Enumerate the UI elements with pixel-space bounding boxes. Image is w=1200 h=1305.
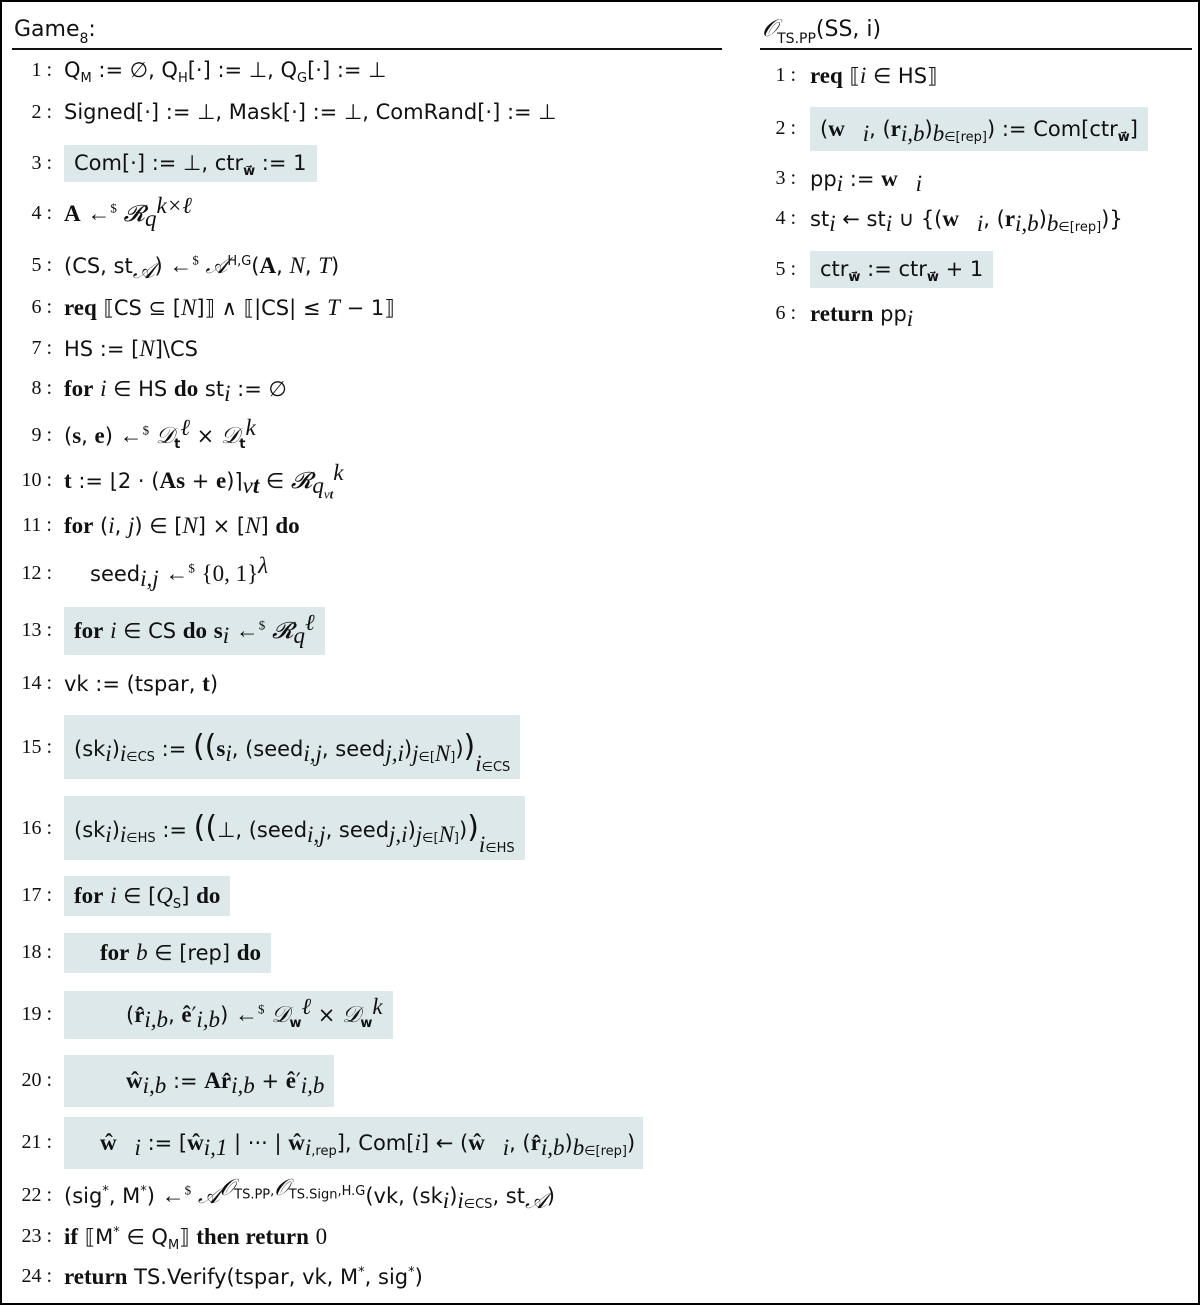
- game-line-9: [12, 415, 256, 453]
- game-line-7: [12, 335, 198, 363]
- game-line-5: [12, 252, 340, 284]
- line-number: 6 :: [775, 302, 796, 325]
- game-line-13: [12, 607, 325, 655]
- line-number: 24 :: [21, 1265, 52, 1288]
- line-code: HS := [N]\CS: [64, 336, 198, 361]
- line-number: 21 :: [21, 1131, 52, 1154]
- oracle-line-2: [760, 107, 1148, 151]
- game-line-19: [12, 991, 393, 1039]
- game-line-2: [12, 100, 557, 125]
- line-number: 1 :: [775, 64, 796, 87]
- line-code: $st_i$ ← $st_i$ ∪ {($w⃗_i$, $(r_{i,b})_{b\in[rep]}$)}: [810, 206, 1123, 237]
- line-number: 14 :: [21, 672, 52, 695]
- line-code: return TS.Verify(tspar, vk, M*, sig*): [64, 1264, 423, 1289]
- line-code: return $pp_i$: [810, 301, 914, 332]
- game-line-12: [12, 553, 269, 592]
- line-number: 20 :: [21, 1069, 52, 1092]
- line-number: 11 :: [22, 514, 52, 537]
- line-code: (CS, $st_𝒜$) ←$ 𝒜$^{H,G}$(A, N, T): [64, 252, 340, 284]
- line-code: if ⟦M* ∈ $Q_M⟧$ then return 0: [64, 1224, 328, 1254]
- game-title-colon: :: [88, 17, 96, 42]
- game-line-15: [12, 715, 520, 779]
- line-code: t := ⌊2 · $(As + e)⌉_{\nu t}$ ∈ 𝓡$_{q_{\nu t}}^k$: [64, 460, 344, 502]
- game-line-6: [12, 294, 395, 322]
- line-number: 18 :: [21, 941, 52, 964]
- line-code: $Q_M$ := ∅, $Q_H[\cdot]$ := ⊥, $Q_G[\cdot]$ := ⊥: [64, 58, 387, 87]
- oracle-title-args: (SS, i): [815, 17, 882, 42]
- line-code-highlighted: for i ∈ CS do $s_i$ ←$ 𝓡$_q^\ell$: [64, 607, 325, 655]
- line-code-highlighted: ($w⃗_i$, $(r_{i,b})_{b\in[rep]}$) := Com[ctr$_{w⃗}$]: [810, 107, 1148, 151]
- line-number: 12 :: [21, 562, 52, 585]
- line-code: for i ∈ HS do $st_i$ := ∅: [64, 376, 287, 407]
- oracle-column: [760, 2, 1192, 332]
- line-number: 16 :: [21, 816, 52, 839]
- line-code: vk := (tspar, t): [64, 671, 219, 696]
- game-line-8: [12, 375, 287, 407]
- line-code-highlighted: $(sk_i)_{i\in HS}$ := ((⊥, (seed$_{i,j}$, $seed_{j,i})_{j\in[N]}))_{i\in HS}$: [64, 796, 525, 860]
- line-code: for (i, j) ∈ [N] × [N] do: [64, 513, 300, 538]
- line-number: 3 :: [775, 167, 796, 190]
- game-column: [12, 2, 722, 1289]
- line-number: 4 :: [775, 207, 796, 230]
- game-line-18: [12, 933, 271, 973]
- game-line-3: [12, 145, 317, 182]
- game-line-14: [12, 670, 218, 698]
- line-code-highlighted: ctr$_{w⃗}$ := ctr$_{w⃗}$ + 1: [810, 251, 993, 288]
- line-number: 3 :: [31, 152, 52, 175]
- line-code: A ←$ 𝓡$_q^{k\times\ell}$: [64, 193, 192, 232]
- game-line-17: [12, 876, 230, 916]
- line-code-highlighted: $ŵ⃗_i$ := [$ŵ_{i,1}$ | ··· | $ŵ_{i,rep}$], Com[i] ← ($ŵ⃗_i$, $(r̂_{i,b})_{b\in[rep]}$): [64, 1117, 643, 1169]
- game-line-24: [12, 1263, 423, 1291]
- line-number: 22 :: [21, 1184, 52, 1207]
- oracle-line-4: [760, 205, 1123, 237]
- line-number: 4 :: [31, 202, 52, 225]
- line-code: req ⟦CS ⊆ [N]⟧ ∧ ⟦|CS| ≤ T − 1⟧: [64, 295, 395, 320]
- line-number: 2 :: [775, 117, 796, 140]
- line-code: Signed[·] := ⊥, Mask[·] := ⊥, ComRand[·] := ⊥: [64, 100, 557, 124]
- line-code-highlighted: for i ∈ $[Q_S]$ do: [64, 876, 230, 916]
- line-code-highlighted: $(sk_i)_{i\in CS}$ := (($s_i$, (seed$_{i,j}$, $seed_{j,i})_{j\in[N]}))_{i\in CS}$: [64, 715, 520, 779]
- game-title-text: Game: [14, 17, 80, 42]
- game-line-10: [12, 460, 344, 502]
- line-number: 13 :: [21, 619, 52, 642]
- line-code-highlighted: Com[·] := ⊥, ctr$_{w⃗}$ := 1: [64, 145, 317, 182]
- game-line-21: [12, 1117, 643, 1169]
- line-number: 9 :: [31, 424, 52, 447]
- line-number: 17 :: [21, 884, 52, 907]
- line-number: 5 :: [775, 258, 796, 281]
- line-number: 19 :: [21, 1003, 52, 1026]
- line-code-highlighted: $ŵ_{i,b}$ := $Ar̂_{i,b}$ + $ê'_{i,b}$: [64, 1055, 334, 1107]
- game-line-11: [12, 512, 300, 540]
- game-line-23: [12, 1223, 328, 1254]
- game-line-22: [12, 1175, 555, 1214]
- line-number: 5 :: [31, 254, 52, 277]
- line-number: 2 :: [31, 101, 52, 124]
- line-code: (s, e) ←$ 𝒟$_t^\ell$ × 𝒟$_t^k$: [64, 415, 256, 453]
- line-code-highlighted: ($r̂_{i,b}$, $ê'_{i,b}$) ←$ 𝒟$_w^\ell$ × 𝒟$_w^k$: [64, 991, 393, 1039]
- oracle-title-subscript: TS.PP: [777, 31, 816, 47]
- game-line-20: [12, 1055, 334, 1107]
- oracle-title: [760, 2, 1192, 50]
- line-number: 15 :: [21, 735, 52, 758]
- oracle-line-3: [760, 165, 922, 197]
- line-code: (sig*, M*) ←$ 𝒜$^{𝒪_{TS.PP},𝒪_{TS.Sign},H.G}$(vk, $(sk_i)_{i\in CS}$, $st_𝒜$): [64, 1175, 555, 1214]
- line-number: 7 :: [31, 337, 52, 360]
- game-line-4: [12, 193, 192, 232]
- line-number: 10 :: [21, 469, 52, 492]
- line-number: 6 :: [31, 296, 52, 319]
- oracle-line-1: [760, 62, 937, 90]
- game-line-16: [12, 796, 525, 860]
- line-code: req ⟦i ∈ HS⟧: [810, 63, 938, 88]
- line-code: seed$_{i,j}$ ←$ {0, 1}$^\lambda$: [90, 553, 269, 592]
- game-title: [12, 2, 722, 50]
- line-code: $pp_i$ := $w⃗_i$: [810, 166, 922, 197]
- line-number: 1 :: [31, 59, 52, 82]
- oracle-symbol: 𝒪: [762, 14, 778, 42]
- oracle-line-6: [760, 300, 914, 332]
- line-number: 23 :: [21, 1225, 52, 1248]
- line-code-highlighted: for b ∈ [rep] do: [64, 933, 271, 973]
- line-number: 8 :: [31, 377, 52, 400]
- game-title-subscript: 8: [79, 31, 89, 47]
- oracle-line-5: [760, 251, 993, 288]
- game-line-1: [12, 58, 387, 87]
